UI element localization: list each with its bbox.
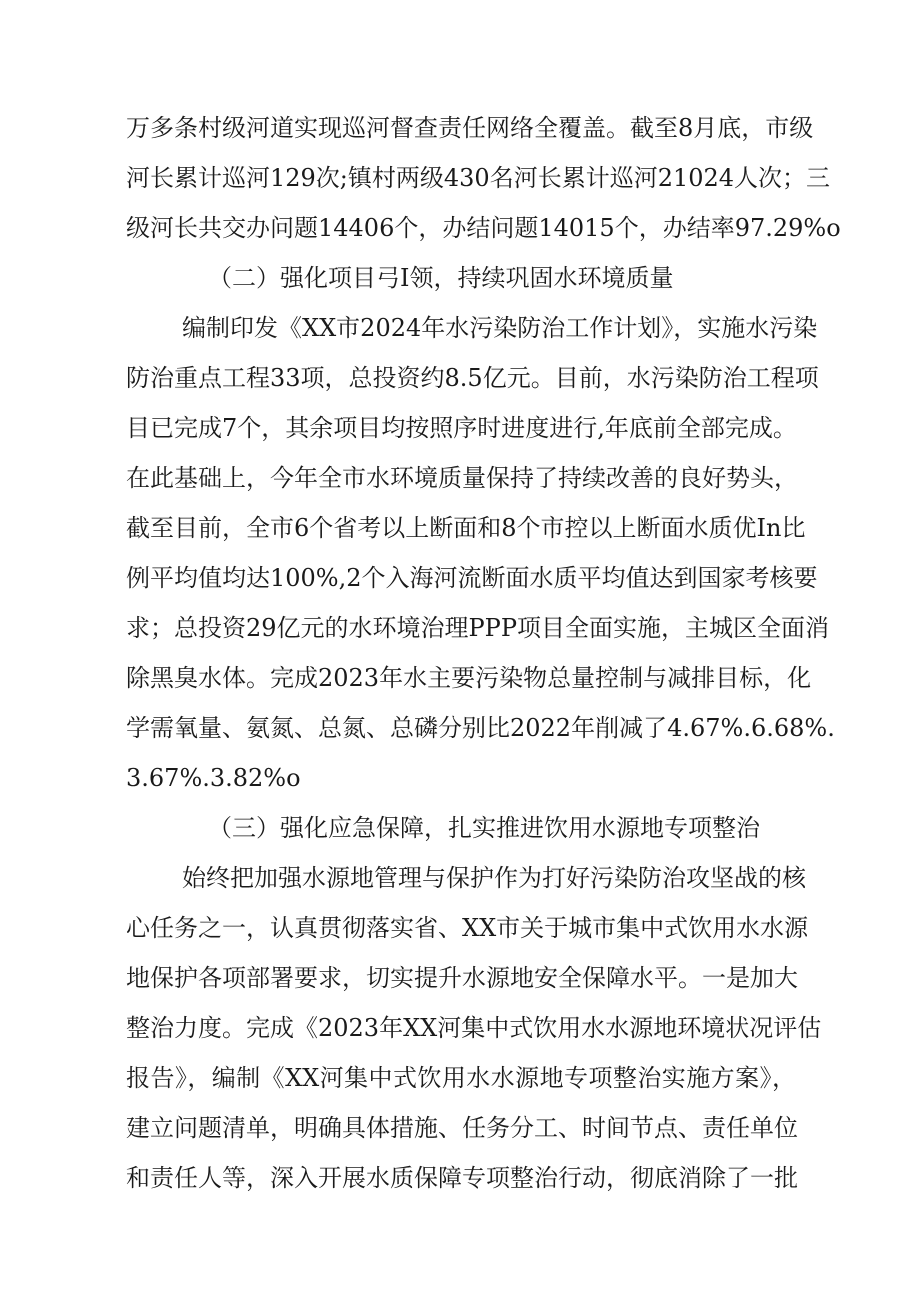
- body-text-line: 求；总投资29亿元的水环境治理PPP项目全面实施，主城区全面消: [126, 614, 829, 642]
- body-text-line: 和责任人等，深入开展水质保障专项整治行动，彻底消除了一批: [126, 1164, 798, 1192]
- paragraph-first-line: 编制印发《XX市2024年水污染防治工作计划》，实施水污染: [182, 314, 818, 342]
- section-heading-2: （二）强化项目弓I领，持续巩固水环境质量: [208, 264, 674, 292]
- body-text-line: 级河长共交办问题14406个，办结问题14015个，办结率97.29%o: [126, 214, 841, 242]
- body-text-line: 3.67%.3.82%o: [126, 764, 301, 792]
- body-text-line: 整治力度。完成《2023年XX河集中式饮用水水源地环境状况评估: [126, 1014, 822, 1042]
- section-heading-3: （三）强化应急保障，扎实推进饮用水源地专项整治: [208, 814, 760, 842]
- body-text-line: 地保护各项部署要求，切实提升水源地安全保障水平。一是加大: [126, 964, 798, 992]
- body-text-line: 除黑臭水体。完成2023年水主要污染物总量控制与减排目标，化: [126, 664, 812, 692]
- body-text-line: 在此基础上，今年全市水环境质量保持了持续改善的良好势头，: [126, 464, 798, 492]
- paragraph-first-line: 始终把加强水源地管理与保护作为打好污染防治攻坚战的核: [182, 864, 806, 892]
- body-text-line: 例平均值均达100%,2个入海河流断面水质平均值达到国家考核要: [126, 564, 818, 592]
- body-text-line: 心任务之一，认真贯彻落实省、XX市关于城市集中式饮用水水源: [126, 914, 809, 942]
- body-text-line: 万多条村级河道实现巡河督查责任网络全覆盖。截至8月底，市级: [126, 114, 814, 142]
- body-text-line: 截至目前，全市6个省考以上断面和8个市控以上断面水质优In比: [126, 514, 806, 542]
- body-text-line: 目已完成7个，其余项目均按照序时进度进行,年底前全部完成。: [126, 414, 797, 442]
- body-text-line: 河长累计巡河129次;镇村两级430名河长累计巡河21024人次；三: [126, 164, 831, 192]
- body-text-line: 建立问题清单，明确具体措施、任务分工、时间节点、责任单位: [126, 1114, 798, 1142]
- body-text-line: 报告》，编制《XX河集中式饮用水水源地专项整治实施方案》，: [126, 1064, 796, 1092]
- body-text-line: 防治重点工程33项，总投资约8.5亿元。目前，水污染防治工程项: [126, 364, 819, 392]
- body-text-line: 学需氧量、氨氮、总氮、总磷分别比2022年削减了4.67%.6.68%.: [126, 714, 835, 742]
